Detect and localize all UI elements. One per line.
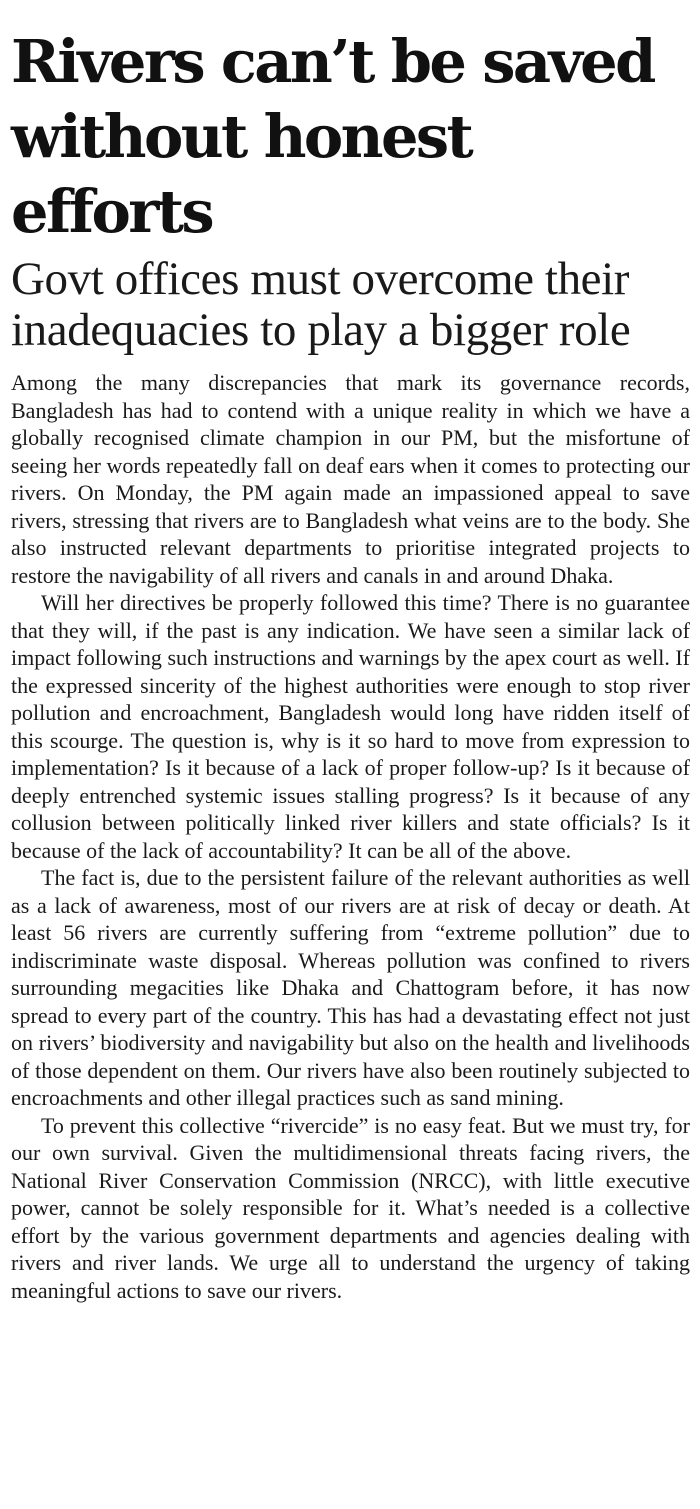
body-paragraph-2: Will her directives be properly followed this time? There is no guarantee that they will, if the past is any indication. We have seen a similar lack of impact following such instructions and warnings by the apex court as well. If the expressed sincerity of the highest authorities were enough to stop river pollution and encroachment, Bangladesh would long have ridden itself of this scourge. The question is, why is it so hard to move from expression to implementation? Is it because of a lack of proper follow-up? Is it because of deeply entrenched systemic issues stalling progress? Is it because of any collusion between politically linked river killers and state officials? Is it because of the lack of accountability? It can be all of the above.	[11, 590, 690, 863]
headline-line-1: Rivers can’t be saved	[11, 27, 654, 96]
body-paragraph-3: The fact is, due to the persistent failure of the relevant authorities as well as a lack of awareness, most of our rivers are at risk of decay or death. At least 56 rivers are currently suffering from “extreme pollution” due to indiscriminate waste disposal. Whereas pollution was confined to rivers surrounding megacities like Dhaka and Chattogram before, it has now spread to every part of the country. This has had a devastating effect not just on rivers’ biodiversity and navigability but also on the health and livelihoods of those dependent on them. Our rivers have also been routinely subjected to encroachments and other illegal practices such as sand mining.	[11, 865, 690, 1110]
subheadline: Govt offices must overcome their inadequacies to play a bigger role	[11, 253, 631, 356]
body-paragraph-4: To prevent this collective “rivercide” is no easy feat. But we must try, for our own survival. Given the multidimensional threats facing rivers, the National River Conservation Commission (NRCC), with little executive power, cannot be solely responsible for it. What’s needed is a collective effort by the various government departments and agencies dealing with rivers and river lands. We urge all to understand the urgency of taking meaningful actions to save our rivers.	[11, 1112, 690, 1303]
headline	[11, 24, 690, 249]
headline-line-2: without honest efforts	[11, 102, 472, 246]
article-body	[11, 369, 690, 1304]
body-paragraph-1: Among the many discrepancies that mark its governance records, Bangladesh has had to contend with a unique reality in which we have a globally recognised climate champion in our PM, but the misfortune of seeing her words repeatedly fall on deaf ears when it comes to protecting our rivers. On Monday, the PM again made an impassioned appeal to save rivers, stressing that rivers are to Bangladesh what veins are to the body. She also instructed relevant departments to prioritise integrated projects to restore the navigability of all rivers and canals in and around Dhaka.	[11, 370, 690, 588]
